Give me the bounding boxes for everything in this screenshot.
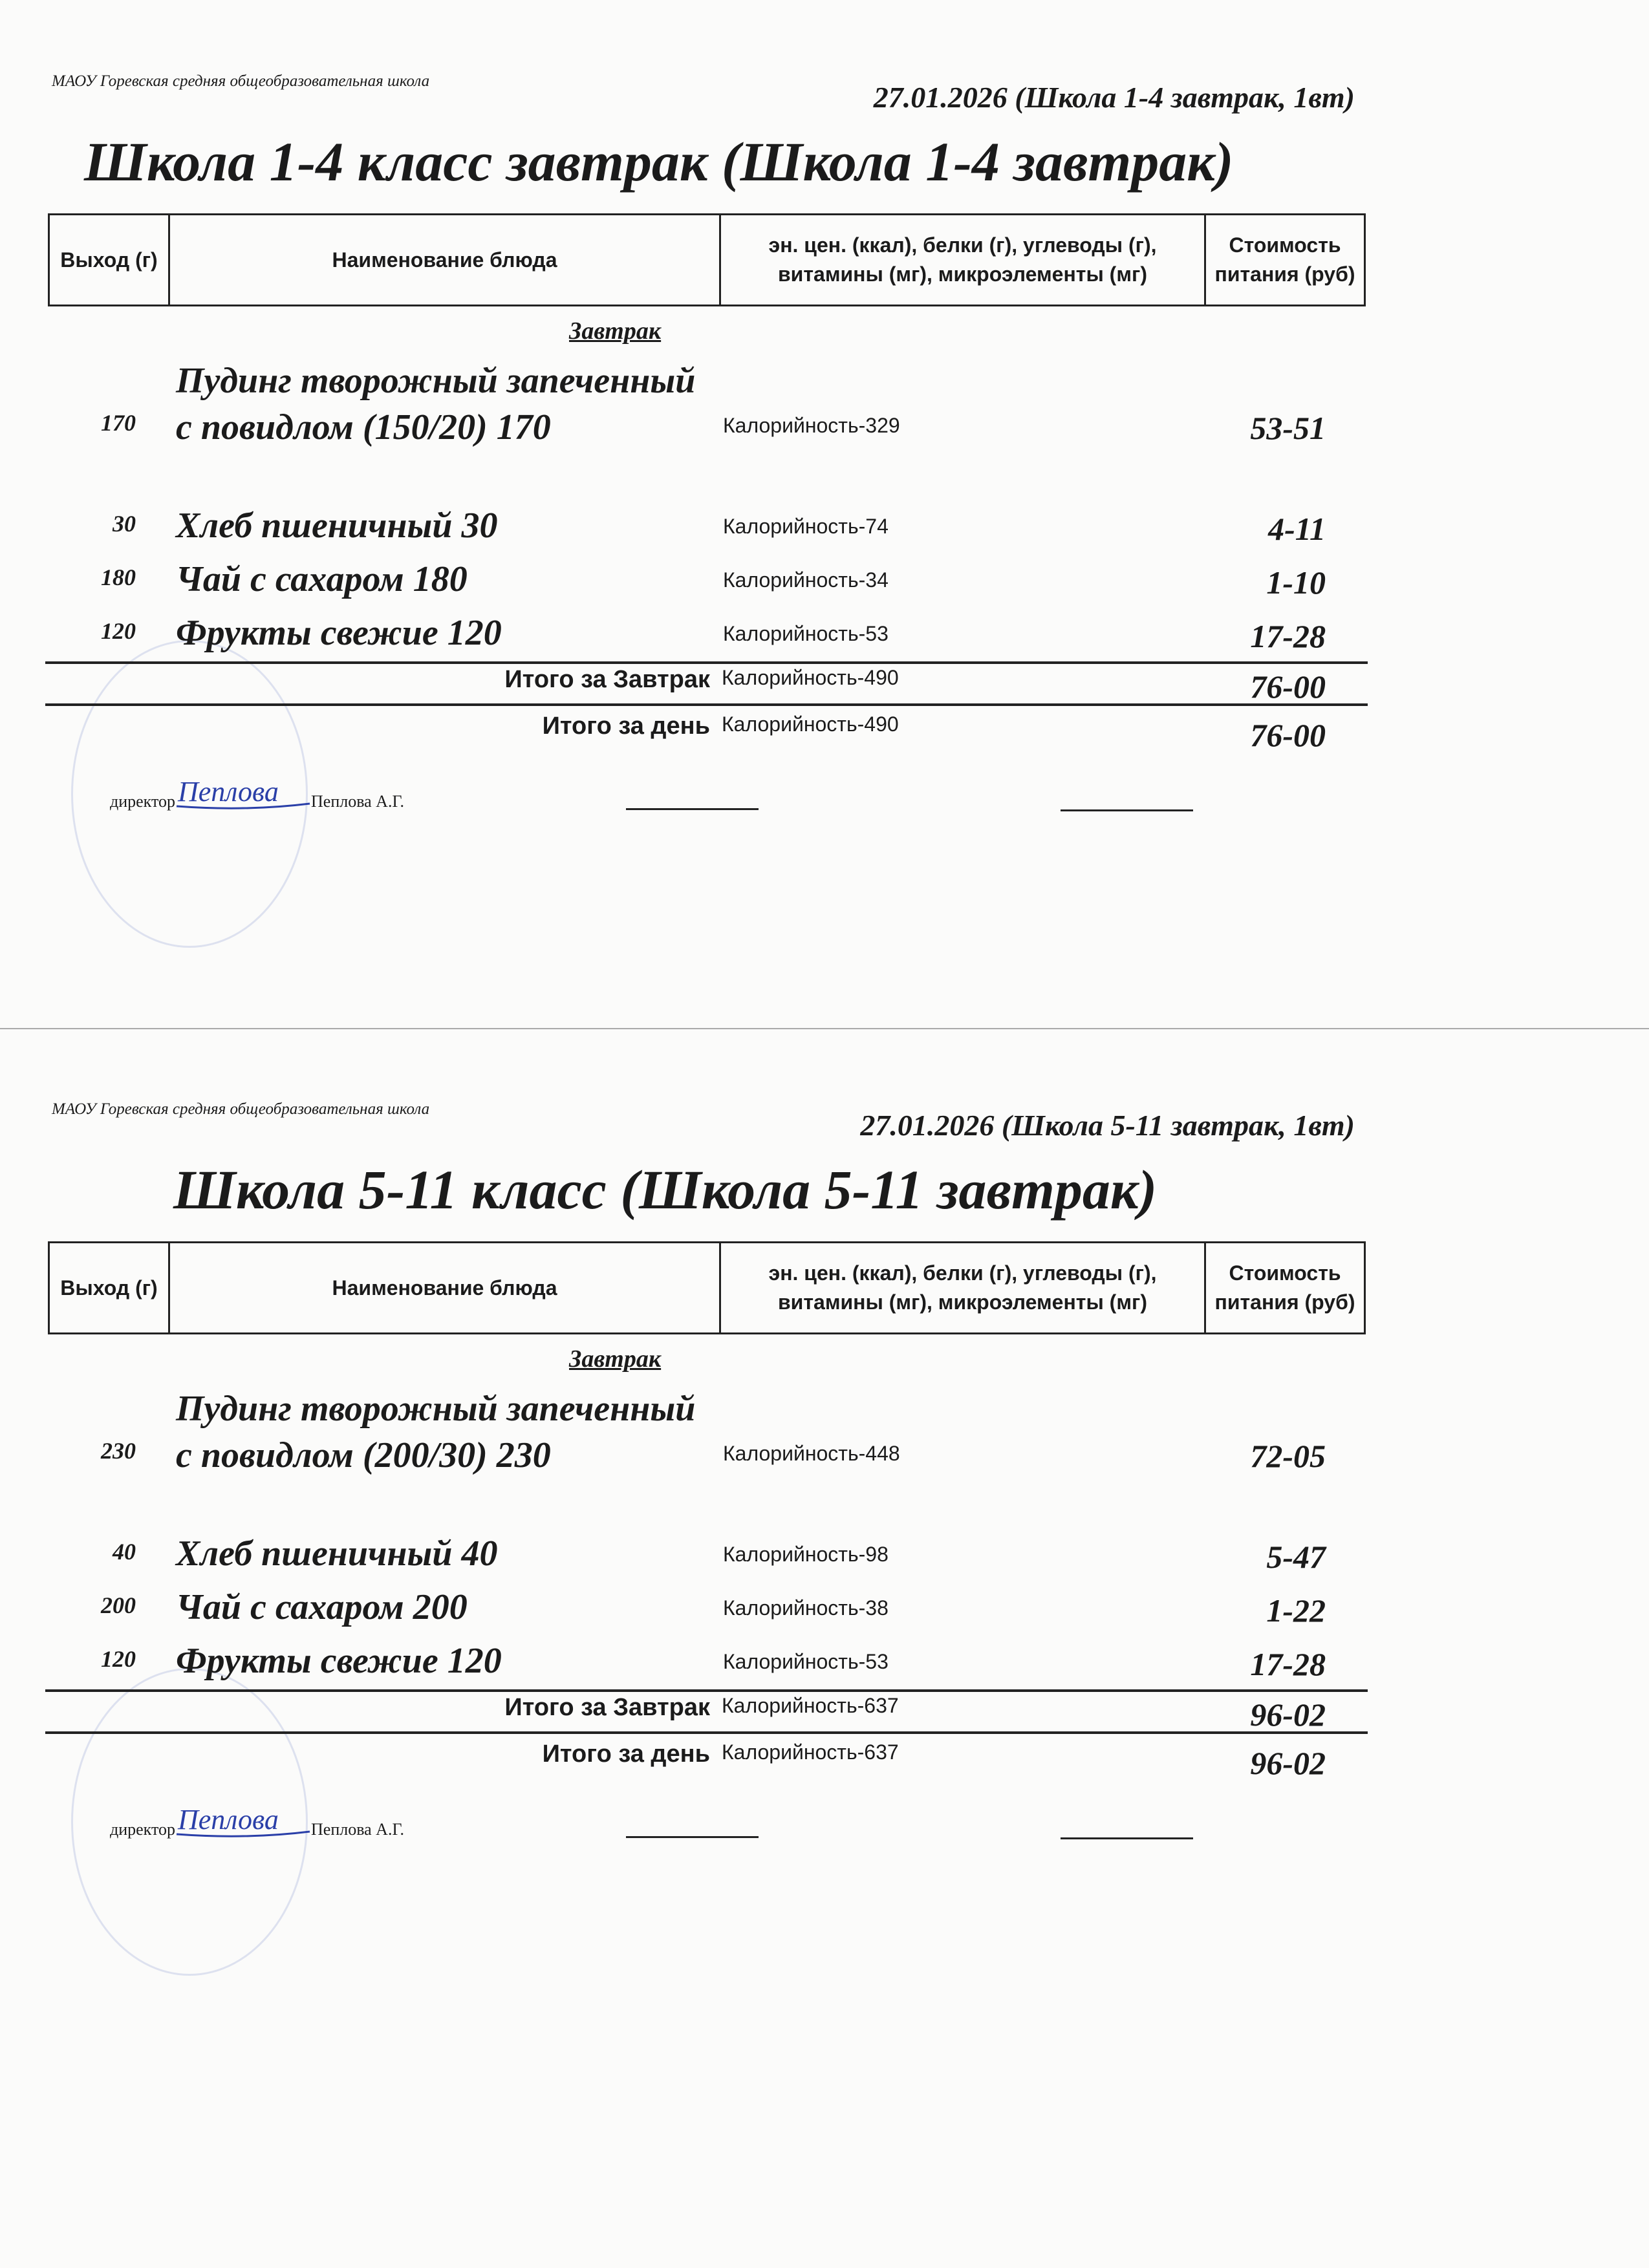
item-dish-name: Хлеб пшеничный 30: [176, 506, 498, 546]
item-price: 1-22: [1266, 1592, 1326, 1629]
svg-text:Пеплова: Пеплова: [178, 1804, 279, 1835]
signature-role: директор: [110, 1820, 175, 1839]
signature-role: директор: [110, 792, 175, 811]
total-meal-calories: Калорийность-637: [722, 1694, 899, 1717]
total-meal-label: Итого за Завтрак: [504, 1694, 710, 1721]
item-price: 72-05: [1250, 1438, 1326, 1474]
menu-sheet-grades-5-11: [0, 1028, 1649, 2037]
signature-name: Пеплова А.Г.: [311, 1820, 405, 1839]
header-nutrients: эн. цен. (ккал), белки (г), углеводы (г), витамины (мг), микроэлементы (мг): [721, 1243, 1206, 1332]
item-dish-name: Чай с сахаром 200: [176, 1587, 468, 1627]
header-cost: Стоимость питания (руб): [1214, 233, 1355, 286]
meal-section-title: Завтрак: [569, 1345, 662, 1373]
item-yield: 120: [101, 618, 136, 644]
item-yield: 170: [101, 410, 136, 436]
signature-line: [1061, 1837, 1193, 1839]
menu-title: Школа 5-11 класс (Школа 5-11 завтрак): [173, 1159, 1158, 1221]
total-meal-label: Итого за Завтрак: [504, 666, 710, 693]
item-yield: 30: [113, 511, 136, 537]
meal-section-title: Завтрак: [569, 317, 662, 345]
organization-name: МАОУ Горевская средняя общеобразовательная школа: [52, 72, 430, 90]
item-price: 4-11: [1268, 511, 1326, 547]
signature-line: [626, 808, 759, 810]
signature-name: Пеплова А.Г.: [311, 792, 405, 811]
header-dish-name: Наименование блюда: [170, 1243, 721, 1332]
item-price: 5-47: [1266, 1539, 1326, 1575]
item-calories: Калорийность-329: [723, 414, 900, 437]
item-calories: Калорийность-34: [723, 568, 889, 592]
header-dish-name: Наименование блюда: [170, 215, 721, 305]
total-meal-price: 76-00: [1250, 669, 1326, 705]
table-header: [48, 1241, 1366, 1334]
total-meal-calories: Калорийность-490: [722, 666, 899, 689]
table-rule: [45, 1689, 1368, 1692]
item-calories: Калорийность-38: [723, 1596, 889, 1620]
menu-title: Школа 1-4 класс завтрак (Школа 1-4 завтрак): [84, 131, 1234, 193]
item-dish-name: Чай с сахаром 180: [176, 559, 468, 599]
item-calories: Калорийность-53: [723, 1650, 889, 1673]
handwritten-signature: [175, 773, 311, 811]
item-yield: 40: [113, 1539, 136, 1565]
menu-sheet-grades-1-4: [0, 0, 1649, 1009]
total-day-label: Итого за день: [542, 712, 710, 740]
item-dish-name: Хлеб пшеничный 40: [176, 1534, 498, 1574]
total-day-calories: Калорийность-637: [722, 1740, 899, 1764]
table-rule: [45, 661, 1368, 664]
header-yield: Выход (г): [50, 215, 170, 305]
signature-line: [1061, 809, 1193, 811]
header-yield: Выход (г): [50, 1243, 170, 1332]
table-rule: [45, 1731, 1368, 1734]
handwritten-signature: [175, 1801, 311, 1839]
item-price: 17-28: [1250, 1646, 1326, 1682]
item-price: 53-51: [1250, 410, 1326, 446]
item-calories: Калорийность-74: [723, 515, 889, 538]
item-dish-name: Пудинг творожный запеченный с повидлом (150/20) 170: [176, 361, 696, 447]
item-calories: Калорийность-448: [723, 1442, 900, 1465]
signature-line: [626, 1836, 759, 1838]
item-dish-name: Пудинг творожный запеченный с повидлом (200/30) 230: [176, 1389, 696, 1475]
item-dish-name: Фрукты свежие 120: [176, 1641, 502, 1681]
svg-text:Пеплова: Пеплова: [178, 776, 279, 808]
item-yield: 230: [101, 1438, 136, 1464]
total-day-label: Итого за день: [542, 1740, 710, 1768]
item-dish-name: Фрукты свежие 120: [176, 613, 502, 653]
menu-date-line: 27.01.2026 (Школа 5-11 завтрак, 1вт): [860, 1109, 1355, 1142]
header-nutrients: эн. цен. (ккал), белки (г), углеводы (г), витамины (мг), микроэлементы (мг): [721, 215, 1206, 305]
organization-name: МАОУ Горевская средняя общеобразовательная школа: [52, 1100, 430, 1118]
item-yield: 200: [101, 1592, 136, 1618]
item-calories: Калорийность-53: [723, 622, 889, 645]
header-cost: Стоимость питания (руб): [1214, 1261, 1355, 1314]
total-day-price: 76-00: [1250, 717, 1326, 753]
director-signature-block: [110, 1801, 404, 1839]
total-day-calories: Калорийность-490: [722, 712, 899, 736]
item-calories: Калорийность-98: [723, 1543, 889, 1566]
table-header: [48, 213, 1366, 306]
director-signature-block: [110, 773, 404, 811]
table-rule: [45, 703, 1368, 706]
item-yield: 120: [101, 1646, 136, 1672]
item-yield: 180: [101, 564, 136, 590]
total-day-price: 96-02: [1250, 1745, 1326, 1781]
item-price: 1-10: [1266, 564, 1326, 601]
total-meal-price: 96-02: [1250, 1696, 1326, 1733]
item-price: 17-28: [1250, 618, 1326, 654]
menu-date-line: 27.01.2026 (Школа 1-4 завтрак, 1вт): [873, 81, 1355, 114]
